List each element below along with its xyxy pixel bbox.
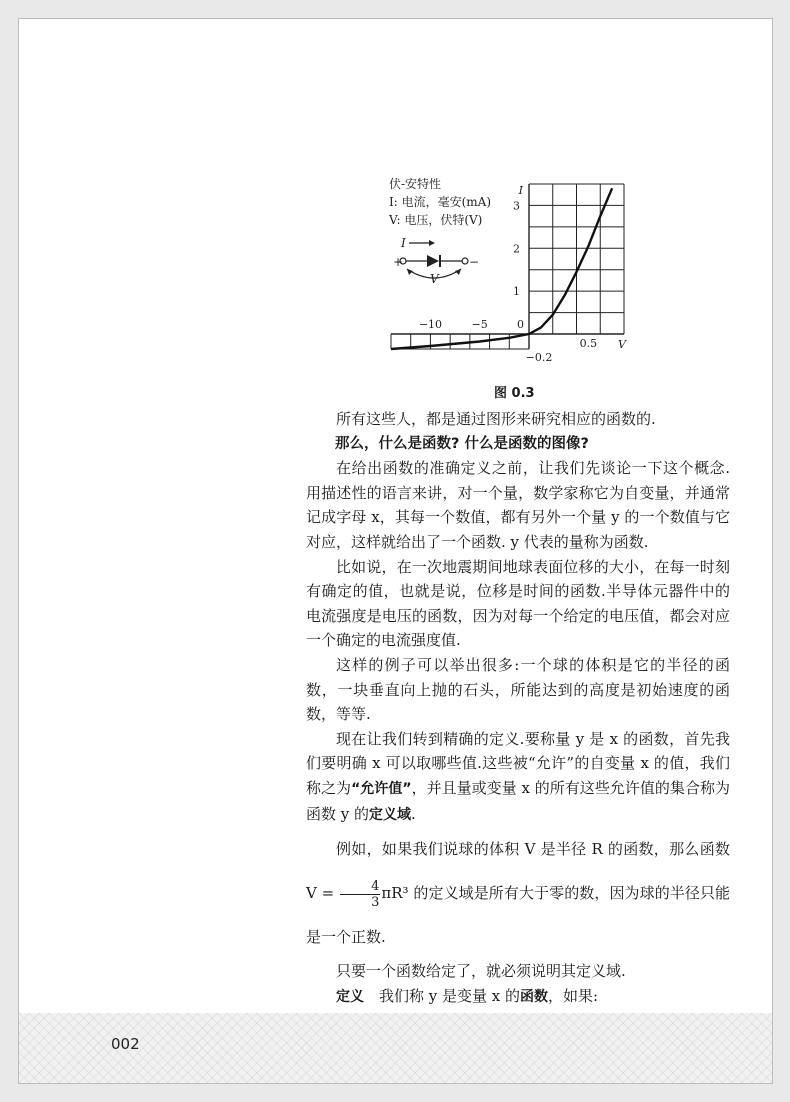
legend-current: I: 电流，毫安(mA) xyxy=(389,195,492,209)
x-tick-label: 0.5 xyxy=(579,337,598,350)
term-allowed-values: “允许值” xyxy=(351,780,412,797)
diode-minus-label: − xyxy=(469,255,480,269)
text-run: . xyxy=(411,804,416,823)
term-function: 函数 xyxy=(520,988,549,1005)
y-tick-label: −0.2 xyxy=(525,351,553,364)
text-run: ，如果: xyxy=(548,986,599,1005)
page-number: 002 xyxy=(111,1035,140,1053)
text-run: ，并且量或变量 x 的所有这些允许值的集合称为函数 y 的 xyxy=(306,778,730,823)
y-tick-label: 1 xyxy=(513,285,520,299)
fraction-numerator: 4 xyxy=(340,879,380,895)
y-tick-label: 3 xyxy=(513,199,520,213)
diode-current-label: I xyxy=(401,236,406,250)
paragraph: 比如说，在一次地震期间地球表面位移的大小，在每一时刻有确定的值，也就是说，位移是时间的函数.半导体元器件中的电流强度是电压的函数，因为对每一个给定的电压值，都会对应一个确定的电流强度值. xyxy=(306,557,730,650)
y-axis-label: I xyxy=(518,184,523,197)
text-run: 例如，如果我们说球的体积 V 是半径 R 的函数，那么函数 V = xyxy=(306,840,730,903)
paragraph-sphere-volume xyxy=(306,827,730,959)
diode-voltage-label: V xyxy=(430,272,439,286)
figure-caption: 图 0.3 xyxy=(494,386,535,401)
x-tick-label: 0 xyxy=(517,318,524,331)
paragraph: 这样的例子可以举出很多:一个球的体积是它的半径的函数，一块垂直向上抛的石头，所能达到的高度是初始速度的函数，等等. xyxy=(306,655,730,724)
legend-voltage: V: 电压，伏特(V) xyxy=(389,213,483,227)
x-axis-label: V xyxy=(618,338,626,351)
paragraph: 所有这些人，都是通过图形来研究相应的函数的. xyxy=(336,410,656,428)
diode-plus-label: + xyxy=(393,255,404,269)
text-run: 我们称 y 是变量 x 的 xyxy=(364,986,521,1005)
x-tick-label: −5 xyxy=(471,318,488,331)
term-domain: 定义域 xyxy=(369,806,412,823)
fraction-denominator: 3 xyxy=(371,894,380,910)
paragraph-definition xyxy=(306,984,730,1010)
fraction-four-thirds xyxy=(340,879,380,910)
text-run: πR³ 的定义域是所有大于零的数，因为球的半径只能是一个正数. xyxy=(306,884,731,947)
body-text xyxy=(306,407,730,1034)
paragraph: 在给出函数的准确定义之前，让我们先谈论一下这个概念.用描述性的语言来讲，对一个量，数学家称它为自变量，并通常记成字母 x，其每一个数值，都有另外一个量 y 的一个数值与它对应，这样就给出了一个函数. y 代表的量称为函数. xyxy=(306,459,730,551)
legend-title: 伏-安特性 xyxy=(389,177,442,191)
book-page xyxy=(18,18,773,1084)
text-run: 现在让我们转到精确的定义.要称量 y 是 x 的函数，首先我们要明确 x 可以取哪些值.这些被“允许”的自变量 x 的值，我们称之为 xyxy=(306,729,730,797)
paragraph-definition-domain xyxy=(306,727,730,827)
x-tick-label: −10 xyxy=(418,318,443,331)
y-tick-label: 2 xyxy=(513,242,520,256)
paragraph: 只要一个函数给定了，就必须说明其定义域. xyxy=(336,962,626,981)
figure-diode-iv-curve xyxy=(339,129,639,409)
section-question-heading: 那么，什么是函数? 什么是函数的图像? xyxy=(335,435,589,452)
definition-label: 定义 xyxy=(336,988,364,1005)
